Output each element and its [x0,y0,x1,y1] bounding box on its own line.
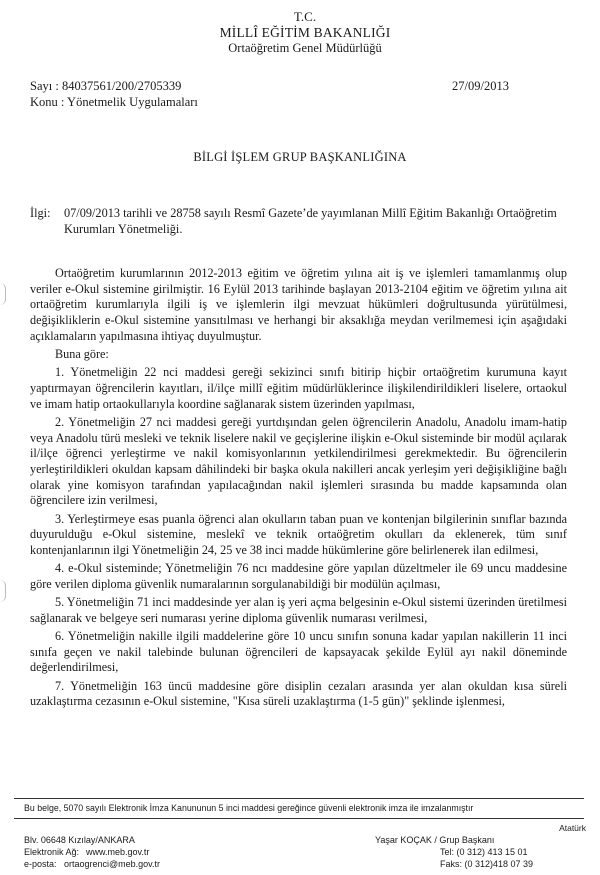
document-subject: Konu : Yönetmelik Uygulamaları [30,95,198,109]
web-label: Elektronik Ağ: [24,847,80,857]
reference-text: 07/09/2013 tarihli ve 28758 sayılı Resmî Gazete’de yayımlanan Millî Eğitim Bakanlığı Ortaöğretim Kurumları Yönetmeliği. [64,206,557,236]
document-date: 27/09/2013 [452,79,509,93]
header-ministry: MİLLÎ EĞİTİM BAKANLIĞI [219,25,391,40]
footer-phone-block [440,846,533,870]
list-item: 4. e-Okul sisteminde; Yönetmeliğin 76 ncı maddesine göre yapılan düzeltmeler ile 69 uncu maddesine göre verilen diploma güvenlik numaralarının sorgulanabildiği bir modülün açılması, [30,561,567,591]
list-item: 7. Yönetmeliğin 163 üncü maddesine göre disiplin cezaları arasında yer alan okuldan kısa süreli uzaklaştırma cezasının e-Okul sistemine, "Kısa süreli uzaklaştırma (1-5 gün)" şeklinde işlenmesi, [30,678,567,709]
footer-divider [14,798,584,799]
document-number: Sayı : 84037561/200/2705339 [30,79,182,93]
intro-paragraph: Ortaöğretim kurumlarının 2012-2013 eğitim ve öğretim yılına ait iş ve işlemleri tamamlanmış olup veriler e-Okul sistemine girilmiştir. 16 Eylül 2013 tarihinde başlayan 2013-2104 eğitim ve öğretim yılına ait ortaöğretim kurumlarıyla ilgili iş ve işlemlerin ilgi mevzuat hükümleri doğrultusunda yürütülmesi, değişikliklerin e-Okul sistemine yansıtılması ve herhangi bir aksaklığa meydan verilmemesi için aşağıdaki açıklamaların yapılmasına ihtiyaç duyulmuştur. [30,266,567,343]
footer-fax: Faks: (0 312)418 07 39 [440,859,534,869]
email-label: e-posta: [24,859,57,869]
list-item: 5. Yönetmeliğin 71 inci maddesinde yer alan iş yeri açma belgesinin e-Okul sistemi üzerinden üretilmesi sağlanarak ve belgeye seri numarası yerine diploma güvenlik numarası verilmesi, [30,595,567,625]
buna-gore-line: Buna göre: [55,347,109,362]
reference-label: İlgi: [30,206,51,220]
footer-contact [24,834,160,870]
addressee: BİLGİ İŞLEM GRUP BAŞKANLIĞINA [193,150,407,164]
punch-hole-mark [0,580,6,602]
punch-hole-mark [0,283,6,305]
list-item: 1. Yönetmeliğin 22 nci maddesi gereği sekizinci sınıfı bitirip hiçbir ortaöğretim kurumuna kayıt yaptırmayan öğrencilerin kayıtları, il/ilçe millî eğitim müdürlüklerince ilişkilendirildikleri liselere, ortaokul ve imam hatip ortaokullarıyla koordine sağlanarak sistem üzerinden yapılması, [30,365,567,411]
footer-address: Blv. 06648 Kızılay/ANKARA [24,835,135,845]
list-item: 2. Yönetmeliğin 27 nci maddesi gereği yurtdışından gelen öğrencilerin Anadolu, Anadolu imam-hatip veya Anadolu türü mesleki ve teknik liselere nakil ve geçişlerine ilişkin e-Okul sisteminde bir modül açılarak il/ilçe öğrenci yerleştirme ve nakil komisyonlarının yetkilendirilmesi gerekmektedir. Bu öğrencilerin yerleştirildikleri okuldan kapsam dâhilindeki bir başka okula nakilleri ancak yerleşim yeri değişikliğine bağlı olarak yine komisyon tarafından yapılacağından nakil işlemleri sırasında bu madde kapsamında olan öğrencilere izin verilmesi, [30,414,567,508]
list-item: 6. Yönetmeliğin nakille ilgili maddelerine göre 10 uncu sınıfın sonuna kadar yapılan nakillerin 11 inci sınıfa geçen ve nakil talebinde bulunan öğrencileri de kapsayacak şekilde Eylül ayı nakil döneminde değerlendirilmesi, [30,628,567,675]
footer-tel: Tel: (0 312) 413 15 01 [440,847,528,857]
letter-body [30,266,567,712]
footer-divider [14,818,584,819]
reference-block [30,205,570,237]
web-link[interactable]: www.meb.gov.tr [86,847,150,857]
e-signature-notice: Bu belge, 5070 sayılı Elektronik İmza Kanununun 5 inci maddesi gereğince güvenli elektronik imza ile imzalanmıştır [24,803,474,813]
list-item: 3. Yerleştirmeye esas puanla öğrenci alan okulların taban puan ve kontenjan bilgilerinin sınıflar bazında duyurulduğu e-Okul sistemine, meslekî ve teknik ortaöğretim okulları da eklenerek, tüm sınıf kontenjanlarının ilgi Yönetmeliğin 24, 25 ve 38 inci madde hükümlerine göre belirlenerek ilan edilmesi, [30,511,567,557]
header-tc: T.C. [293,9,317,24]
email-link[interactable]: ortaogrenci@meb.gov.tr [64,859,161,869]
footer-signer: Yaşar KOÇAK / Grup Başkanı [375,835,495,845]
ataturk-signature: Atatürk [559,823,586,833]
header-department: Ortaöğretim Genel Müdürlüğü [228,41,382,55]
